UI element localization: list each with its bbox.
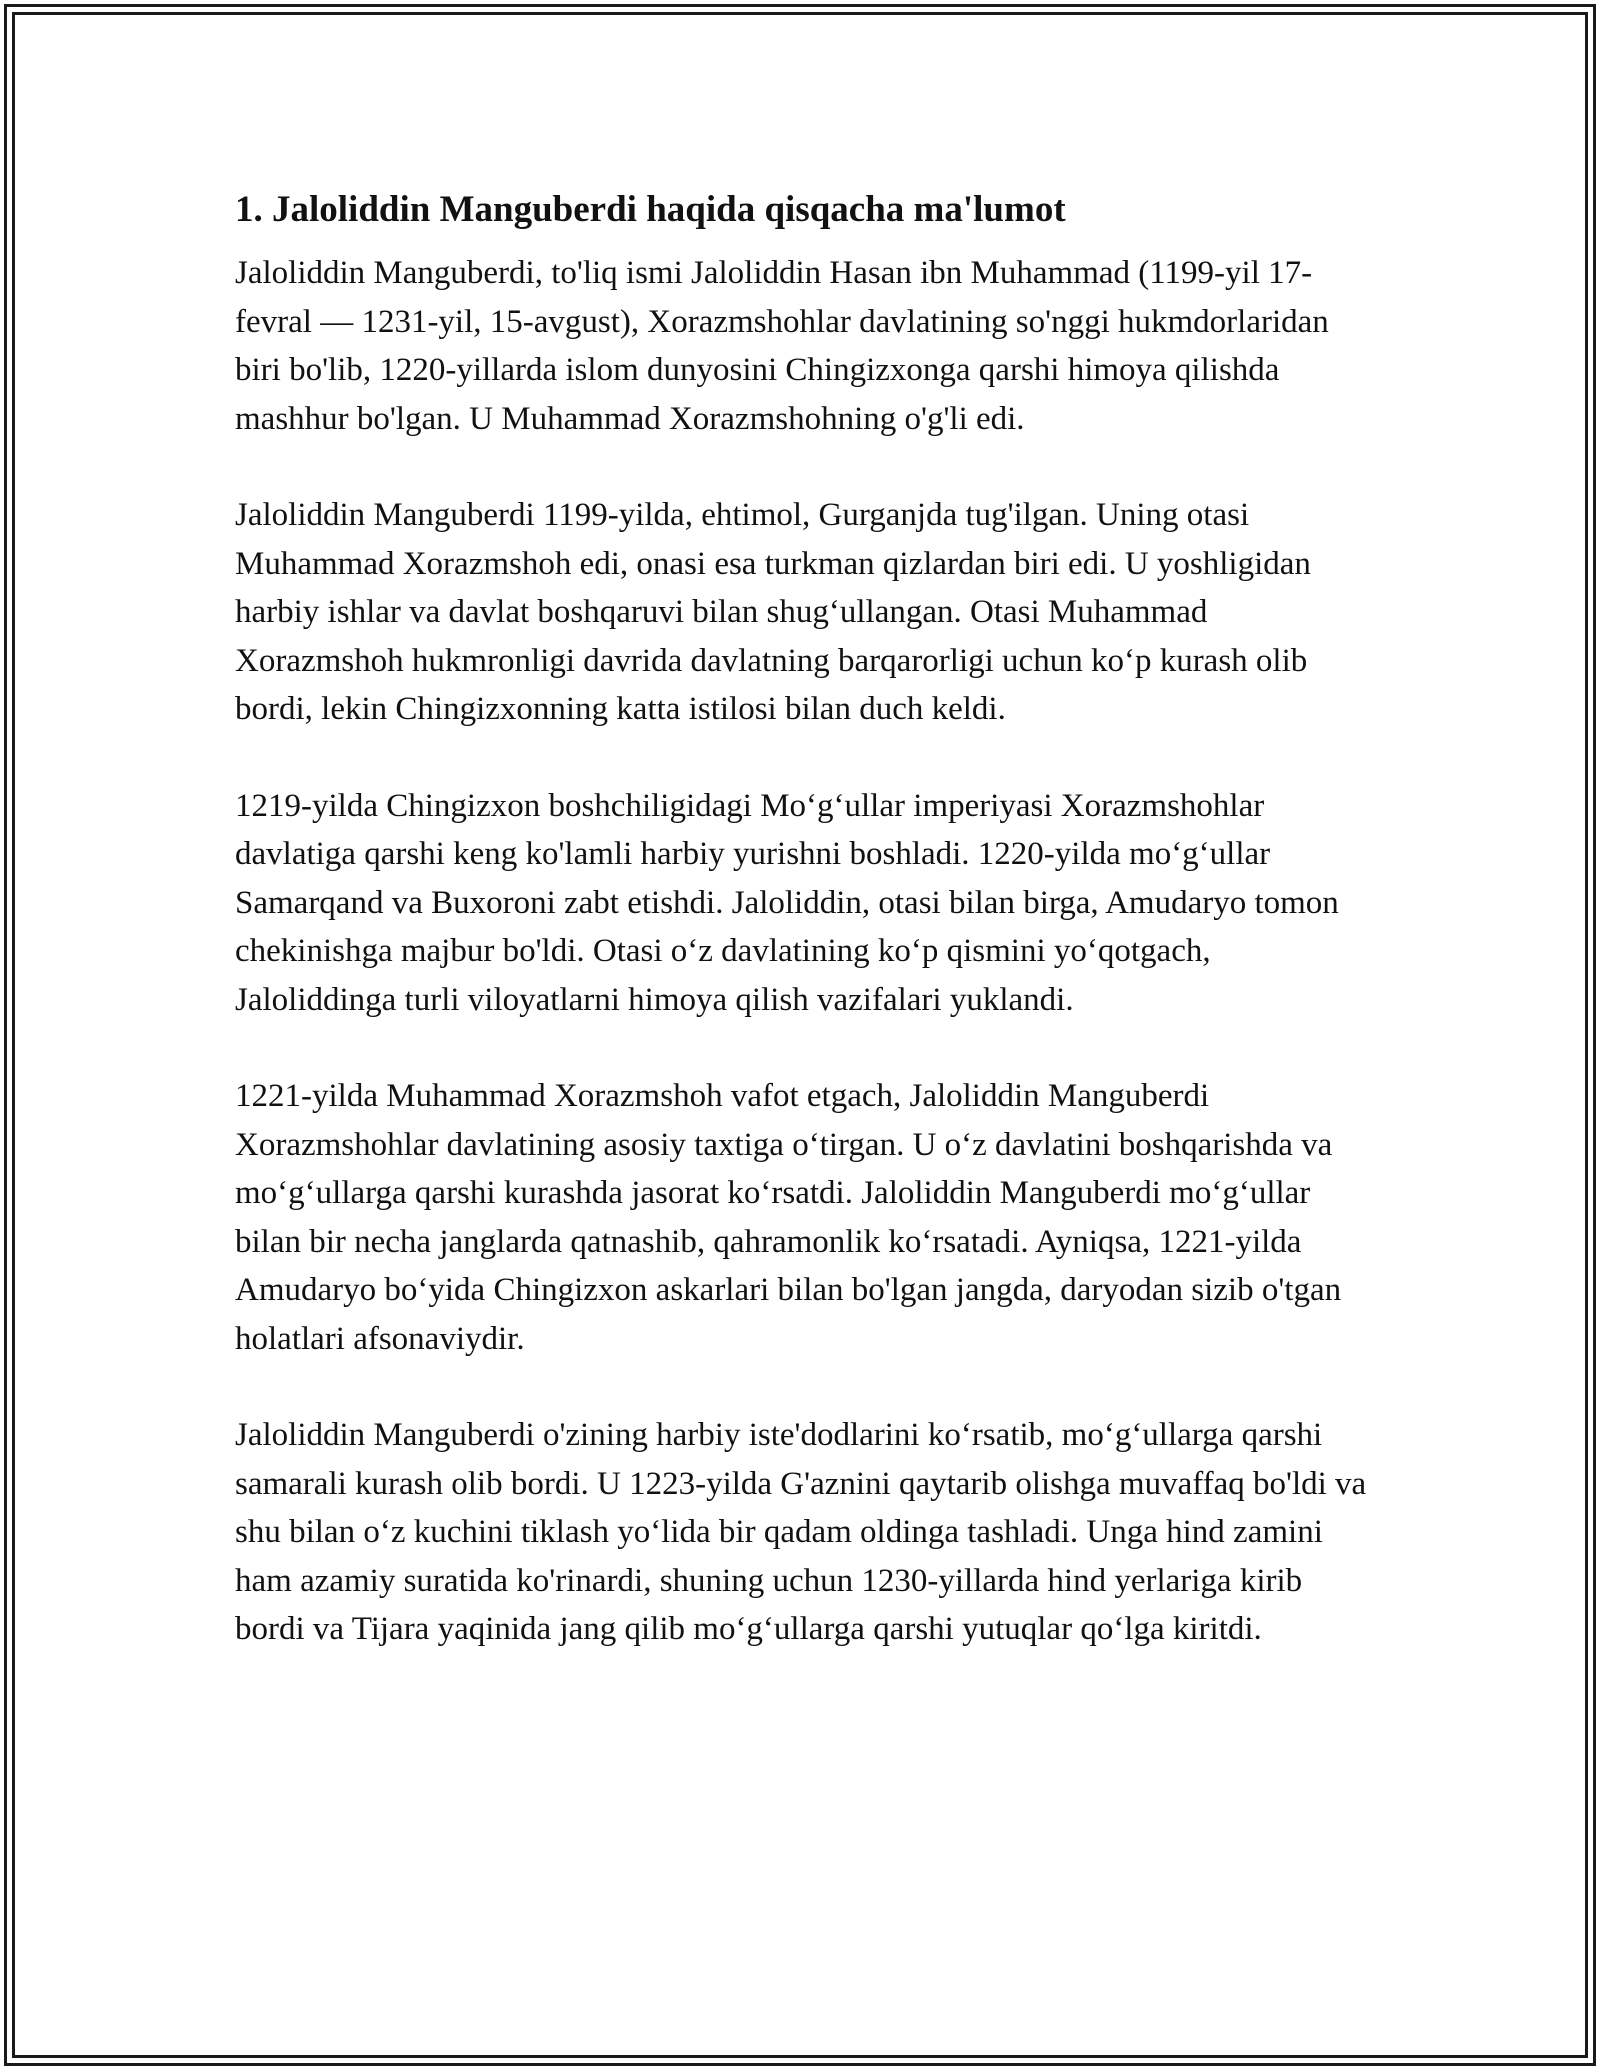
section-heading: 1. Jaloliddin Manguberdi haqida qisqacha ma'lumot (235, 189, 1066, 230)
paragraph-1: Jaloliddin Manguberdi, to'liq ismi Jaloliddin Hasan ibn Muhammad (1199-yil 17-fevral — 1231-yil, 15-avgust), Xorazmshohlar davlatining so'nggi hukmdorlaridan biri bo'lib, 1220-yillarda islom dunyosini Chingizxonga qarshi himoya qilishda mashhur bo'lgan. U Muhammad Xorazmshohning o'g'li edi. (235, 255, 1329, 437)
paragraph-5: Jaloliddin Manguberdi o'zining harbiy iste'dodlarini ko‘rsatib, mo‘g‘ullarga qarshi samarali kurash olib bordi. U 1223-yilda G'aznini qaytarib olishga muvaffaq bo'ldi va shu bilan o‘z kuchini tiklash yo‘lida bir qadam oldinga tashladi. Unga hind zamini ham azamiy suratida ko'rinardi, shuning uchun 1230-yillarda hind yerlariga kirib bordi va Tijara yaqinida jang qilib mo‘g‘ullarga qarshi yutuqlar qo‘lga kiritdi. (235, 1417, 1367, 1647)
document-body (235, 185, 1375, 1702)
paragraph-3: 1219-yilda Chingizxon boshchiligidagi Mo‘g‘ullar imperiyasi Xorazmshohlar davlatiga qarshi keng ko'lamli harbiy yurishni boshladi. 1220-yilda mo‘g‘ullar Samarqand va Buxoroni zabt etishdi. Jaloliddin, otasi bilan birga, Amudaryo tomon chekinishga majbur bo'ldi. Otasi o‘z davlatining ko‘p qismini yo‘qotgach, Jaloliddinga turli viloyatlarni himoya qilish vazifalari yuklandi. (235, 787, 1339, 1018)
paragraph-2: Jaloliddin Manguberdi 1199-yilda, ehtimol, Gurganjda tug'ilgan. Uning otasi Muhammad Xorazmshoh edi, onasi esa turkman qizlardan biri edi. U yoshligidan harbiy ishlar va davlat boshqaruvi bilan shug‘ullangan. Otasi Muhammad Xorazmshoh hukmronligi davrida davlatning barqarorligi uchun ko‘p kurash olib bordi, lekin Chingizxonning katta istilosi bilan duch keldi. (235, 497, 1311, 727)
paragraph-4: 1221-yilda Muhammad Xorazmshoh vafot etgach, Jaloliddin Manguberdi Xorazmshohlar davlatining asosiy taxtiga o‘tirgan. U o‘z davlatini boshqarishda va mo‘g‘ullarga qarshi kurashda jasorat ko‘rsatdi. Jaloliddin Manguberdi mo‘g‘ullar bilan bir necha janglarda qatnashib, qahramonlik ko‘rsatadi. Ayniqsa, 1221-yilda Amudaryo bo‘yida Chingizxon askarlari bilan bo'lgan jangda, daryodan sizib o'tgan holatlari afsonaviydir. (235, 1078, 1342, 1357)
